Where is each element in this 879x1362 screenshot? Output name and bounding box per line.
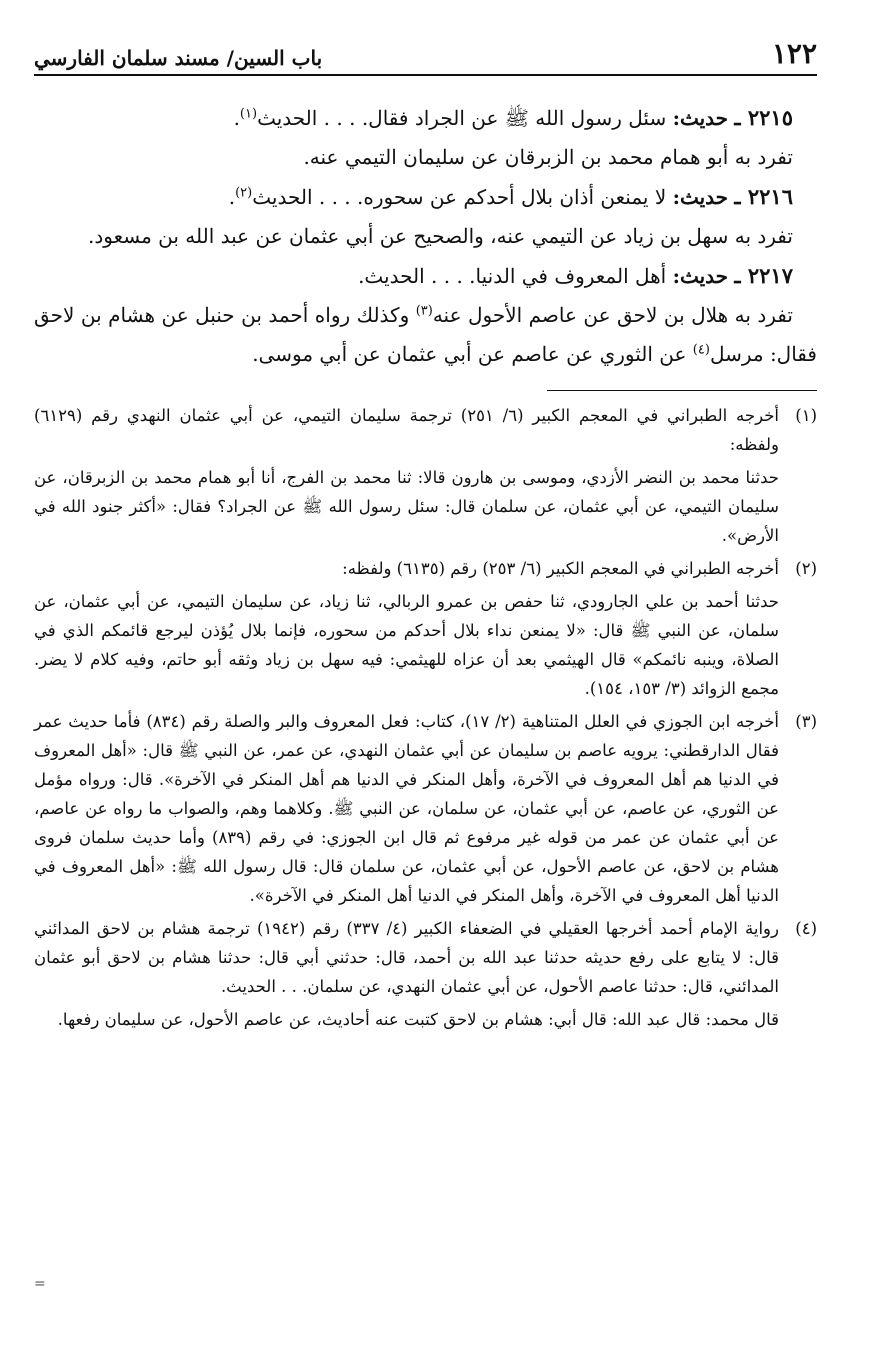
hadith-number: ٢٢١٧ ـ: [734, 263, 793, 288]
footnote-ref: (١): [239, 106, 258, 122]
page-number: ١٢٢: [771, 37, 817, 70]
footnote-paragraph: أخرجه ابن الجوزي في العلل المتناهية (٢/ ١٧)، كتاب: فعل المعروف والبر والصلة رقم (٨٣٤) فأما حديث عمر فقال الدارقطني: يرويه عاصم بن سليمان عن أبي عثمان النهدي، عن عمر، عن النبي ﷺ قال: «أهل المعروف في الدنيا هم أهل المعروف في الآخرة، وأهل المنكر في الدنيا هم أهل المنكر في الآخرة». قال: ورواه مؤمل عن الثوري، عن عاصم، عن أبي عثمان، عن سلمان، عن النبي ﷺ. وكلاهما وهم، والصواب ما رواه عن عاصم، عن أبي عثمان عن عمر من قوله غير مرفوع ثم قال ابن الجوزي: في رقم (٨٣٩) وأما حديث سلمان فروى هشام بن لاحق، عن عاصم الأحول، عن أبي عثمان، عن سلمان قال: قال رسول الله ﷺ: «أهل المعروف في الدنيا أهل المعروف في الآخرة، وأهل المنكر في الدنيا أهل المنكر في الآخرة».: [34, 712, 779, 905]
hadith-comment: تفرد به أبو همام محمد بن الزبرقان عن سليمان التيمي عنه.: [303, 145, 793, 169]
footnote-separator: [547, 390, 817, 391]
running-head: باب السين/ مسند سلمان الفارسي: [34, 46, 323, 70]
hadith-text: سئل رسول الله ﷺ عن الجراد فقال. . . . الحديث: [257, 106, 667, 130]
hadith-number: ٢٢١٦ ـ: [734, 184, 793, 209]
footnote-number: (١): [795, 406, 817, 425]
hadith-text: أهل المعروف في الدنيا. . . . الحديث.: [358, 264, 667, 288]
footnote-paragraph: أخرجه الطبراني في المعجم الكبير (٦/ ٢٥٣) رقم (٦١٣٥) ولفظه:: [342, 559, 779, 578]
footnote-ref: (٤): [692, 342, 710, 358]
hadith-comment: [34, 296, 817, 374]
footnote-paragraph: حدثنا أحمد بن علي الجارودي، ثنا حفص بن عمرو الربالي، ثنا زياد، عن سليمان التيمي، عن أبي عثمان، عن سلمان، عن النبي ﷺ قال: «لا يمنعن نداء بلال أحدكم من سحوره، فإنما بلال يُؤذن ليرجع قائمكم الذي في الصلاة، وينبه نائمكم» قال الهيثمي بعد أن عزاه للهيثمي: فيه سهل بن زياد وثقه أبو حاتم، وفيه كلام لا يضر. مجمع الزوائد (٣/ ١٥٣، ١٥٤).: [34, 592, 779, 698]
hadith-label: حديث:: [672, 106, 729, 130]
hadith-tail: .: [233, 106, 240, 130]
footnote-2: [34, 554, 817, 703]
hadith-label: حديث:: [672, 264, 729, 288]
main-text: [34, 98, 817, 374]
hadith-comment: تفرد به سهل بن زياد عن التيمي عنه، والصحيح عن أبي عثمان عن عبد الله بن مسعود.: [87, 224, 793, 248]
hadith-2216: [34, 177, 817, 217]
comment-part: تفرد به هلال بن لاحق عن عاصم الأحول عنه: [432, 303, 793, 327]
hadith-label: حديث:: [672, 185, 729, 209]
footnote-number: (٢): [795, 559, 817, 578]
footnote-paragraph: رواية الإمام أحمد أخرجها العقيلي في الضعفاء الكبير (٤/ ٣٣٧) رقم (١٩٤٢) ترجمة هشام بن لاحق المدائني قال: لا يتابع على رفع حديثه حدثنا عبد الله بن أحمد، قال: حدثني أبي قال: حدثنا هشام بن لاحق أبو عثمان المدائني، قال: حدثنا عاصم الأحول، عن أبي عثمان النهدي، عن سلمان. . . الحديث.: [34, 919, 779, 996]
comment-part: وكذلك رواه أحمد بن حنبل عن هشام بن لاحق فقال: مرسل: [34, 303, 817, 366]
hadith-number: ٢٢١٥ ـ: [734, 105, 793, 130]
hadith-text: لا يمنعن أذان بلال أحدكم عن سحوره. . . . الحديث: [252, 185, 667, 209]
margin-mark: =: [34, 1276, 46, 1292]
footnote-body: [34, 707, 779, 910]
footnote-ref: (٣): [415, 303, 433, 319]
footnote-4: [34, 914, 817, 1034]
footnote-number: (٤): [795, 919, 817, 938]
footnote-ref: (٢): [235, 185, 253, 201]
footnote-3: [34, 707, 817, 910]
footnote-number: (٣): [795, 712, 817, 731]
footnote-body: [34, 554, 779, 703]
page-header: [34, 30, 817, 76]
hadith-2215: [34, 98, 817, 138]
footnote-paragraph: قال محمد: قال عبد الله: قال أبي: هشام بن لاحق كتبت عنه أحاديث، عن عاصم الأحول، عن سليمان رفعها.: [57, 1010, 779, 1029]
footnote-paragraph: أخرجه الطبراني في المعجم الكبير (٦/ ٢٥١) ترجمة سليمان التيمي، عن أبي عثمان النهدي رقم (٦١٢٩) ولفظه:: [34, 406, 779, 454]
hadith-tail: .: [228, 185, 236, 209]
footnotes: [34, 401, 817, 1034]
footnote-body: [34, 914, 779, 1034]
comment-part: عن الثوري عن عاصم عن أبي عثمان عن أبي موسى.: [252, 342, 693, 366]
hadith-2217: [34, 256, 817, 296]
footnote-1: [34, 401, 817, 550]
footnote-paragraph: حدثنا محمد بن النضر الأزدي، وموسى بن هارون قالا: ثنا محمد بن الفرج، أنا أبو همام محمد بن الزبرقان، عن سليمان التيمي، عن أبي عثمان، عن سلمان قال: سئل رسول الله ﷺ عن الجراد؟ فقال: «أكثر جنود الله في الأرض».: [34, 468, 779, 545]
footnote-body: [34, 401, 779, 550]
